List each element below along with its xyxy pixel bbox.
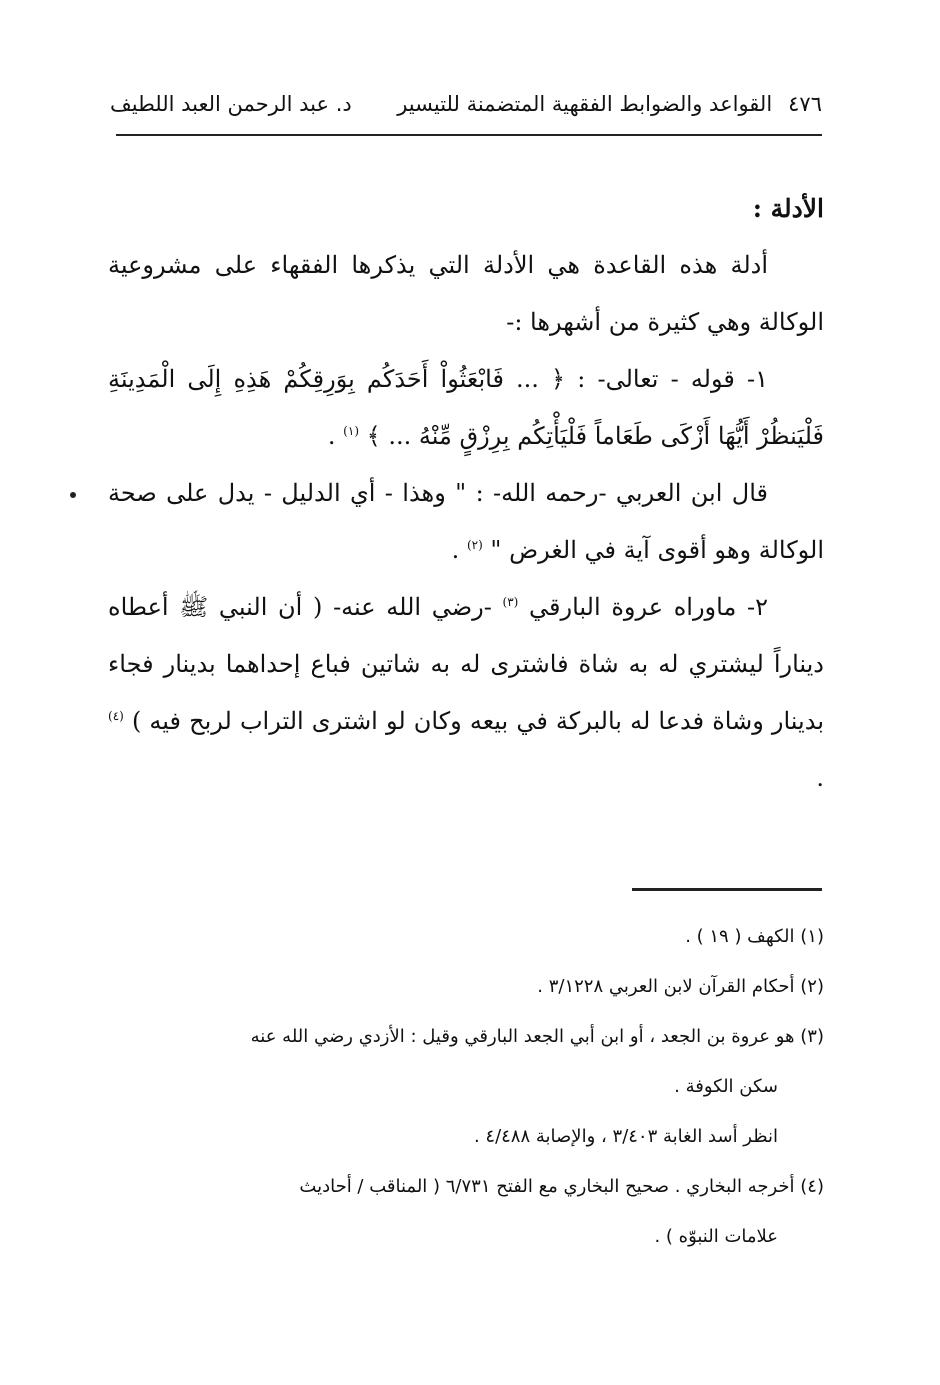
footnotes [108,912,824,1262]
footnote-2: (٢) أحكام القرآن لابن العربي ٣/١٢٢٨ . [537,976,824,997]
footnote-ref-1: (١) [343,424,359,438]
footnote-3-sources: انظر أسد الغابة ٣/٤٠٣ ، والإصابة ٤/٤٨٨ . [473,1126,778,1147]
footnote-ref-2: (٢) [466,538,483,552]
section-heading: الأدلة : [752,194,824,223]
item2-period: . [816,764,824,792]
item2-start: ٢- ماوراه عروة البارقي [529,593,768,621]
header-rule [116,134,822,136]
author-name: د. عبد الرحمن العبد اللطيف [110,92,352,116]
item1-period: . [327,422,336,450]
footnote-1: (١) الكهف ( ١٩ ) . [685,926,824,947]
footnote-4-continued: علامات النبوّه ) . [654,1226,778,1247]
evidence-item-1 [108,351,824,465]
quote-period: . [451,536,460,564]
footnote-separator [632,888,822,891]
quote-text: قال ابن العربي -رحمه الله- : " وهذا - أي الدليل - يدل على صحة الوكالة وهو أقوى آية في الغرض " [108,479,824,564]
footnote-4: (٤) أخرجه البخاري . صحيح البخاري مع الفتح ٦/٧٣١ ( المناقب / أحاديث [299,1176,824,1197]
ibn-arabi-quote [108,465,824,579]
main-text [108,180,824,807]
book-title: القواعد والضوابط الفقهية المتضمنة للتيسير [397,92,773,116]
footnote-ref-4: (٤) [108,709,124,723]
hadith-text: -رضي الله عنه- ( أن النبي ﷺ أعطاه ديناراً ليشتري له به شاة فاشترى له به شاتين فباع إحداهما بدينار فجاء بدينار وشاة فدعا له بالبركة في بيعه وكان لو اشترى التراب لربح فيه ) [108,593,825,735]
margin-dot [70,492,76,498]
footnote-ref-3: (٣) [502,595,519,609]
intro-paragraph: أدلة هذه القاعدة هي الأدلة التي يذكرها الفقهاء على مشروعية الوكالة وهي كثيرة من أشهرها :- [108,251,824,336]
page-number: ٤٧٦ [788,92,822,116]
evidence-item-2 [108,579,824,807]
running-header [110,84,822,124]
footnote-3: (٣) هو عروة بن الجعد ، أو ابن أبي الجعد البارقي وقيل : الأزدي رضي الله عنه [250,1026,824,1047]
quran-verse: ١- قوله - تعالى- : ﴿ ... فَابْعَثُواْ أَحَدَكُم بِوَرِقِكُمْ هَذِهِ إِلَى الْمَدِينَةِ فَلْيَنظُرْ أَيُّهَا أَزْكَى طَعَاماً فَلْيَأْتِكُم بِرِزْقٍ مِّنْهُ ... ﴾ [108,365,824,450]
footnote-3-continued: سكن الكوفة . [674,1076,778,1097]
